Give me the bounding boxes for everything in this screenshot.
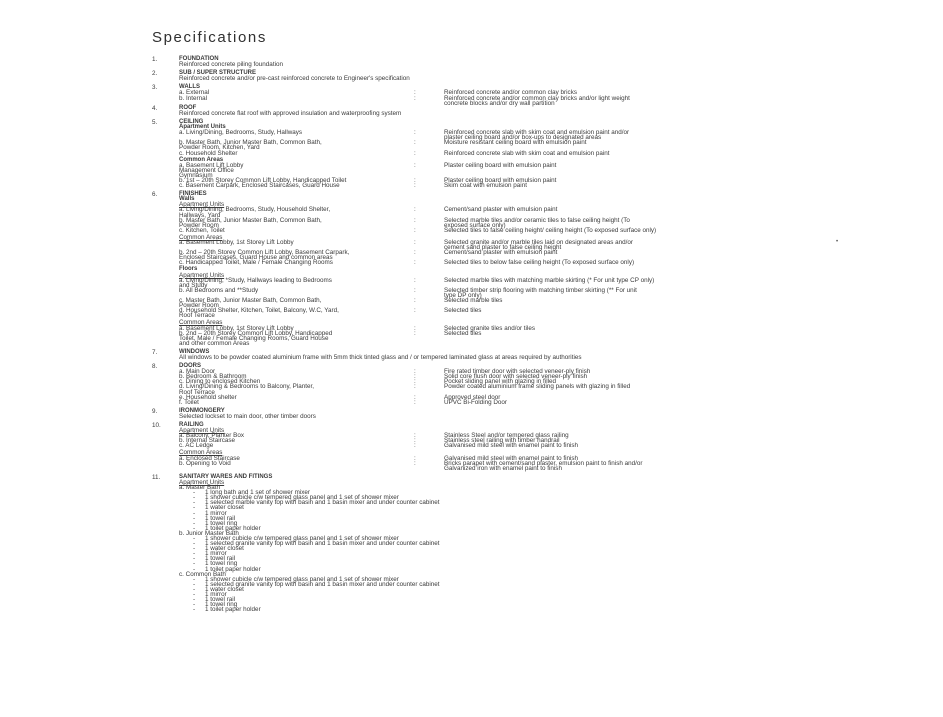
section-number: 1. bbox=[152, 56, 158, 63]
spec-value: concrete blocks and/or dry wall partition bbox=[444, 99, 555, 107]
section-heading: SANITARY WARES AND FITINGS bbox=[179, 473, 273, 480]
list-item-text: 1 towel rail bbox=[205, 596, 236, 604]
section-number: 7. bbox=[152, 348, 158, 356]
section-structure bbox=[152, 71, 922, 81]
list-item-text: 1 water closet bbox=[205, 504, 244, 512]
spec-content bbox=[152, 57, 922, 612]
list-item-text: 1 toilet paper holder bbox=[205, 524, 261, 532]
list-item-text: 1 mirror bbox=[205, 591, 227, 598]
list-item-text: 1 towel ring bbox=[205, 601, 238, 609]
list-item-text: 1 selected marble vanity top with basin and 1 basin mixer and under counter cabinet bbox=[205, 499, 440, 507]
section-number: 2. bbox=[152, 70, 158, 78]
sanitary-list-master bbox=[179, 490, 922, 531]
section-number: 10. bbox=[152, 422, 161, 429]
section-sanitary bbox=[152, 475, 922, 613]
dash-bullet: - bbox=[193, 560, 196, 568]
subheading: Apartment Units bbox=[179, 427, 225, 435]
subheading: Walls bbox=[179, 196, 195, 203]
spec-label: a. External bbox=[179, 89, 210, 97]
section-ironmongery bbox=[152, 409, 922, 419]
list-item-text: 1 selected granite vanity top with basin and 1 basin mixer and under counter cabinet bbox=[205, 540, 440, 548]
list-item-text: 1 water closet bbox=[205, 545, 244, 553]
section-text: Selected lockset to main door, other timber doors bbox=[179, 412, 316, 420]
list-item-text: 1 towel ring bbox=[205, 560, 238, 568]
section-number: 3. bbox=[152, 84, 158, 92]
dash-bullet: - bbox=[193, 591, 196, 598]
dash-bullet: - bbox=[193, 489, 196, 497]
section-number: 4. bbox=[152, 104, 158, 112]
subheading: Apartment Units bbox=[179, 201, 225, 209]
section-number: 6. bbox=[152, 191, 158, 199]
dash-bullet: - bbox=[193, 519, 196, 527]
sanitary-group-label: a. Master Bath bbox=[179, 484, 220, 492]
spec-value: Reinforced concrete and/or common clay bricks bbox=[444, 89, 577, 97]
section-heading: FINISHES bbox=[179, 191, 207, 198]
dash-bullet: - bbox=[193, 509, 196, 517]
section-ceiling: 5. CEILING Apartment Units a. Living/Dining, Bedrooms, Study, Hallways : Reinforced concrete slab with skim coat and emulsion paint and/or plaster ceiling board and/or box-ups to designated areas b. Master Bath, Junior Master Bath, Common Bath, : Moisture resistant ceiling board with emulsion paint Powder Room, Kitchen, Yard c. Household Shelter : Reinforced concrete slab with skim coat and emulsion paint Common Areas a. Basement Lift Lobby : Plaster ceiling board with emulsion paint Management Office Gymnasium b. 1st – 20th Storey Common Lift Lobby, Handicapped Toilet : Plaster ceiling board with emulsion paint c. Basement Carpark, Enclosed Staircases, Guard House : Skim coat with emulsion paint bbox=[152, 120, 922, 188]
section-text: Reinforced concrete piling foundation bbox=[179, 61, 283, 69]
list-item-text: 1 towel rail bbox=[205, 555, 236, 563]
list-item-text: 1 long bath and 1 set of shower mixer bbox=[205, 489, 311, 497]
subheading: Apartment Units bbox=[179, 478, 225, 486]
section-heading: WINDOWS bbox=[179, 348, 210, 355]
section-finishes: 6. FINISHES Walls Apartment Units a. Living/Dining, Bedrooms, Study, Household Shelter, : Cement/sand plaster with emulsion paint Hallways, Yard b. Master Bath, Junior Master Bath, Common Bath, : Selected marble tiles and/or ceramic tiles to false ceiling height (To Powder Room exposed surface only) c. Kitchen, Toilet : Selected tiles to false ceiling height/ ceiling height (To exposed surface only) Common Areas a. Basement Lobby, 1st Storey Lift Lobby : Selected granite and/or marble tiles laid on designated areas and/or cement sand plaster to false ceiling height b. 2nd – 20th Storey Common Lift Lobby, Basement Carpark, : Cement/sand plaster with emulsion paint Enclosed Staircases, Guard House and common areas c. Handicapped Toilet, Male / Female Changing Rooms : Selected tiles to below false ceiling height (To exposed surface only) Floors Apartment Units a. Living/Dining, *Study, Hallways leading to Bedrooms : Selected marble tiles with matching marble skirting (* For unit type CP only) and Study b. All Bedrooms and **Study : Selected timber strip flooring with matching timber skirting (** For unit type DP only) c. Master Bath, Junior Master Bath, Common Bath, : Selected marble tiles Powder Room d. Household Shelter, Kitchen, Toilet, Balcony, W.C, Yard, : Selected tiles Roof Terrace Common Areas a. Basement Lobby, 1st Storey Lift Lobby : Selected granite tiles and/or tiles b. 2nd – 20th Storey Common Lift Lobby, Handicapped : Selected tiles Toilet, Male / Female Changing Rooms, Guard House and other common Areas bbox=[152, 192, 922, 346]
dash-bullet: - bbox=[193, 550, 196, 558]
dash-bullet: - bbox=[193, 504, 196, 512]
subheading: Floors bbox=[179, 266, 198, 273]
section-heading: WALLS bbox=[179, 84, 200, 91]
list-item-text: 1 selected granite vanity top with basin and 1 basin mixer and under counter cabinet bbox=[205, 580, 440, 588]
list-item-text: 1 shower cubicle c/w tempered glass panel and 1 set of shower mixer bbox=[205, 494, 399, 502]
subheading: Apartment Units bbox=[179, 271, 225, 279]
dash-bullet: - bbox=[193, 499, 196, 507]
section-number: 11. bbox=[152, 473, 161, 481]
list-item-text: 1 towel rail bbox=[205, 514, 236, 522]
section-heading: CEILING bbox=[179, 118, 204, 125]
subheading: Common Areas bbox=[179, 156, 224, 163]
sanitary-group-label: c. Common Bath bbox=[179, 570, 226, 578]
sanitary-list-common bbox=[179, 577, 922, 613]
section-windows bbox=[152, 350, 922, 360]
section-heading: IRONMONGERY bbox=[179, 407, 225, 414]
list-item-text: 1 toilet paper holder bbox=[205, 565, 261, 573]
spec-value: Reinforced concrete and/or common clay bricks and/or light weight bbox=[444, 94, 630, 102]
list-item-text: 1 shower cubicle c/w tempered glass panel and 1 set of shower mixer bbox=[205, 575, 399, 583]
section-number: 8. bbox=[152, 363, 158, 371]
dash-bullet: - bbox=[193, 565, 196, 573]
stray-mark: • bbox=[836, 239, 839, 245]
subheading: Common Areas bbox=[179, 449, 223, 457]
section-number: 9. bbox=[152, 407, 158, 415]
dash-bullet: - bbox=[193, 524, 196, 532]
section-heading: FOUNDATION bbox=[179, 56, 219, 62]
list-item-text: 1 water closet bbox=[205, 585, 244, 593]
subheading: Common Areas bbox=[179, 233, 223, 241]
section-heading: RAILING bbox=[179, 422, 204, 428]
section-foundation bbox=[152, 57, 922, 67]
dash-bullet: - bbox=[193, 494, 196, 502]
section-roof bbox=[152, 106, 922, 116]
dash-bullet: - bbox=[193, 555, 196, 563]
dash-bullet: - bbox=[193, 545, 196, 553]
subheading: Apartment Units bbox=[179, 124, 226, 131]
list-item-text: 1 toilet paper holder bbox=[205, 606, 261, 614]
list-item bbox=[179, 607, 922, 612]
section-walls: 3. WALLS a. External : Reinforced concrete and/or common clay bricks b. Internal : Reinforced concrete and/or common clay bricks and/or light weight concrete blocks and/or dry wall partition bbox=[152, 85, 922, 105]
subheading: Common Areas bbox=[179, 319, 223, 327]
sanitary-list-junior bbox=[179, 536, 922, 572]
section-doors: 8. DOORS a. Main Door : Fire rated timber door with selected veneer-ply finish b. Bedroom & Bathroom : Solid core flush door with selected veneer-ply finish c. Dining to enclosed Kitchen : Pocket sliding panel with glazing in filled d. Living/Dining & Bedrooms to Balcony, Planter, : Powder coated aluminium frame sliding panels with glazing in filled Roof Terrace e. Household shelter : Approved steel door f. Toilet : UPVC Bi-Folding Door bbox=[152, 364, 922, 405]
list-item-text: 1 mirror bbox=[205, 550, 227, 558]
section-text: Reinforced concrete flat roof with approved insulation and waterproofing system bbox=[179, 109, 402, 117]
dash-bullet: - bbox=[193, 596, 196, 604]
dash-bullet: - bbox=[193, 580, 196, 588]
section-railing: 10. RAILING Apartment Units a. Balcony, Planter Box : Stainless Steel and/or tempered glass railing b. Internal Staircase : Stainless steel railing with timber handrail c. AC Ledge : Galvanised mild steel with enamel paint to finish Common Areas a. Enclosed Staircase : Galvanised mild steel with enamel paint to finish b. Opening to Void : Bricks parapet with cement/sand plaster, emulsion paint to finish and/or Galvanized iron with enamel paint to finish bbox=[152, 423, 922, 471]
page-title: Specifications bbox=[152, 29, 267, 46]
dash-bullet: - bbox=[193, 540, 196, 548]
list-item-text: 1 shower cubicle c/w tempered glass panel and 1 set of shower mixer bbox=[205, 534, 399, 542]
dash-bullet: - bbox=[193, 585, 196, 593]
section-text: Reinforced concrete and/or pre-cast reinforced concrete to Engineer's specification bbox=[179, 75, 410, 83]
dash-bullet: - bbox=[193, 514, 196, 522]
section-heading: ROOF bbox=[179, 104, 197, 111]
spec-label: b. Internal bbox=[179, 94, 208, 102]
section-heading: DOORS bbox=[179, 363, 202, 370]
list-item-text: 1 towel ring bbox=[205, 519, 238, 527]
dash-bullet: - bbox=[193, 606, 196, 614]
dash-bullet: - bbox=[193, 575, 196, 583]
sanitary-group-label: b. Junior Master Bath bbox=[179, 529, 239, 537]
section-text: All windows to be powder coated aluminium frame with 5mm thick tinted glass and / or tempered laminated glass at areas required by authorities bbox=[179, 353, 582, 361]
section-number: 5. bbox=[152, 118, 158, 126]
dash-bullet: - bbox=[193, 534, 196, 542]
dash-bullet: - bbox=[193, 601, 196, 609]
section-heading: SUB / SUPER STRUCTURE bbox=[179, 70, 257, 77]
list-item-text: 1 mirror bbox=[205, 509, 227, 517]
